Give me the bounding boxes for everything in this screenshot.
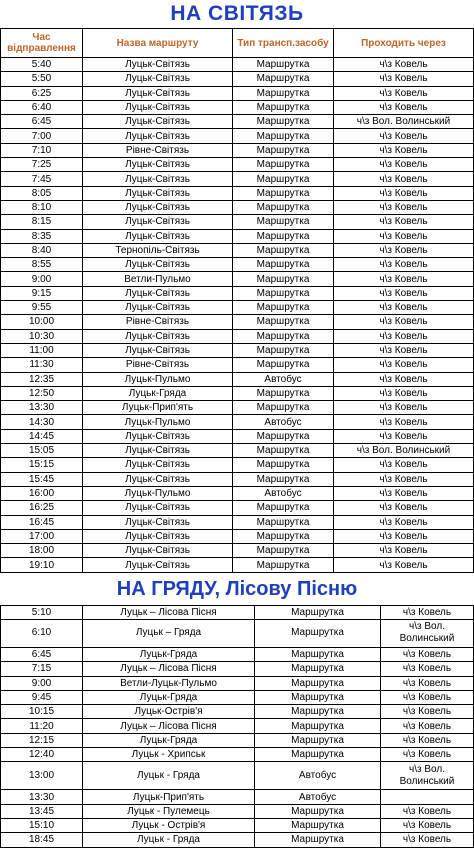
via-cell: ч\з Ковель: [334, 529, 474, 543]
route-cell: Луцьк-Пульмо: [83, 415, 233, 429]
vehicle-cell: Маршрутка: [233, 544, 334, 558]
time-cell: 15:15: [1, 458, 83, 472]
vehicle-cell: Маршрутка: [233, 386, 334, 400]
time-cell: 12:50: [1, 386, 83, 400]
route-cell: Луцьк - Гряда: [83, 833, 255, 847]
route-cell: Луцьк - Хрипськ: [83, 748, 255, 762]
table-row: [1, 458, 474, 472]
time-cell: 7:15: [1, 662, 83, 676]
time-cell: 11:00: [1, 343, 83, 357]
vehicle-cell: Маршрутка: [233, 100, 334, 114]
via-cell: ч\з Ковель: [334, 329, 474, 343]
vehicle-cell: Маршрутка: [233, 301, 334, 315]
via-cell: ч\з Ковель: [381, 833, 474, 847]
route-cell: Луцьк-Світязь: [83, 158, 233, 172]
table-row: [1, 762, 474, 790]
via-cell: ч\з Ковель: [334, 458, 474, 472]
time-cell: 9:00: [1, 676, 83, 690]
table-row: [1, 58, 474, 72]
vehicle-cell: Маршрутка: [233, 129, 334, 143]
time-cell: 16:00: [1, 486, 83, 500]
via-cell: ч\з Ковель: [381, 647, 474, 661]
via-cell: ч\з Ковель: [334, 286, 474, 300]
route-cell: Луцьк-Світязь: [83, 529, 233, 543]
table-header-row: [1, 29, 474, 58]
vehicle-cell: Автобус: [255, 790, 381, 804]
table-row: [1, 401, 474, 415]
via-cell: ч\з Ковель: [334, 415, 474, 429]
table-row: [1, 705, 474, 719]
via-cell: ч\з Ковель: [381, 719, 474, 733]
via-cell: ч\з Ковель: [334, 343, 474, 357]
table-row: [1, 733, 474, 747]
table-row: [1, 748, 474, 762]
vehicle-cell: Маршрутка: [233, 315, 334, 329]
table-row: [1, 200, 474, 214]
route-cell: Луцьк-Гряда: [83, 733, 255, 747]
time-cell: 6:45: [1, 115, 83, 129]
via-cell: ч\з Ковель: [334, 100, 474, 114]
vehicle-cell: Маршрутка: [255, 619, 381, 647]
table-row: [1, 804, 474, 818]
via-cell: ч\з Ковель: [334, 372, 474, 386]
time-cell: 19:10: [1, 558, 83, 572]
vehicle-cell: Маршрутка: [233, 501, 334, 515]
route-cell: Луцьк-Світязь: [83, 86, 233, 100]
table-row: [1, 415, 474, 429]
time-cell: 6:45: [1, 647, 83, 661]
via-cell: ч\з Ковель: [381, 733, 474, 747]
time-cell: 10:15: [1, 705, 83, 719]
time-cell: 8:40: [1, 243, 83, 257]
vehicle-cell: Маршрутка: [233, 329, 334, 343]
time-cell: 12:40: [1, 748, 83, 762]
via-cell: [381, 790, 474, 804]
table-row: [1, 529, 474, 543]
time-cell: 7:45: [1, 172, 83, 186]
via-cell: ч\з Ковель: [381, 662, 474, 676]
vehicle-cell: Маршрутка: [233, 86, 334, 100]
vehicle-cell: Маршрутка: [255, 662, 381, 676]
time-cell: 7:10: [1, 143, 83, 157]
route-cell: Ветли-Пульмо: [83, 272, 233, 286]
via-cell: ч\з Ковель: [334, 143, 474, 157]
table-row: [1, 662, 474, 676]
table-row: [1, 229, 474, 243]
hryada-schedule-table: [0, 605, 474, 848]
table-row: [1, 444, 474, 458]
time-cell: 13:30: [1, 790, 83, 804]
route-cell: Луцьк-Світязь: [83, 444, 233, 458]
vehicle-cell: Маршрутка: [255, 705, 381, 719]
vehicle-cell: Маршрутка: [233, 158, 334, 172]
table-row: [1, 172, 474, 186]
vehicle-cell: Маршрутка: [233, 472, 334, 486]
via-cell: ч\з Ковель: [334, 315, 474, 329]
table-row: [1, 286, 474, 300]
time-cell: 10:30: [1, 329, 83, 343]
table-row: [1, 690, 474, 704]
vehicle-cell: Маршрутка: [233, 401, 334, 415]
route-cell: Луцьк-Гряда: [83, 690, 255, 704]
time-cell: 5:40: [1, 58, 83, 72]
vehicle-cell: Автобус: [233, 415, 334, 429]
via-cell: ч\з Ковель: [381, 804, 474, 818]
route-cell: Рівне-Світязь: [83, 358, 233, 372]
route-cell: Луцьк - Гряда: [83, 762, 255, 790]
via-cell: ч\з Ковель: [334, 401, 474, 415]
vehicle-cell: Маршрутка: [255, 676, 381, 690]
time-cell: 14:45: [1, 429, 83, 443]
section-title-svityaz: НА СВІТЯЗЬ: [170, 2, 304, 25]
route-cell: Луцьк-Пульмо: [83, 372, 233, 386]
vehicle-cell: Маршрутка: [255, 605, 381, 619]
table-row: [1, 72, 474, 86]
via-cell: ч\з Ковель: [334, 258, 474, 272]
time-cell: 15:45: [1, 472, 83, 486]
header-route-name: Назва маршруту: [83, 29, 233, 58]
time-cell: 8:05: [1, 186, 83, 200]
route-cell: Луцьк-Світязь: [83, 286, 233, 300]
route-cell: Луцьк-Світязь: [83, 329, 233, 343]
table-row: [1, 301, 474, 315]
svityaz-schedule-table: [0, 28, 474, 573]
vehicle-cell: Маршрутка: [233, 143, 334, 157]
route-cell: Луцьк-Прип'ять: [83, 401, 233, 415]
time-cell: 8:55: [1, 258, 83, 272]
route-cell: Рівне-Світязь: [83, 315, 233, 329]
time-cell: 5:10: [1, 605, 83, 619]
vehicle-cell: Маршрутка: [233, 515, 334, 529]
route-cell: Луцьк-Світязь: [83, 343, 233, 357]
table-row: [1, 329, 474, 343]
table-row: [1, 158, 474, 172]
table-row: [1, 343, 474, 357]
via-cell: ч\з Ковель: [334, 158, 474, 172]
table-row: [1, 515, 474, 529]
route-cell: Луцьк-Світязь: [83, 58, 233, 72]
vehicle-cell: Маршрутка: [255, 748, 381, 762]
time-cell: 8:35: [1, 229, 83, 243]
via-cell: ч\з Ковель: [381, 748, 474, 762]
time-cell: 6:40: [1, 100, 83, 114]
table-row: [1, 186, 474, 200]
header-vehicle-type: Тип трансп.засобу: [233, 29, 334, 58]
route-cell: Луцьк – Лісова Пісня: [83, 662, 255, 676]
time-cell: 14:30: [1, 415, 83, 429]
via-cell: ч\з Ковель: [334, 358, 474, 372]
table-row: [1, 272, 474, 286]
vehicle-cell: Маршрутка: [233, 215, 334, 229]
route-cell: Луцьк-Світязь: [83, 544, 233, 558]
route-cell: Луцьк – Лісова Пісня: [83, 719, 255, 733]
route-cell: Луцьк-Світязь: [83, 129, 233, 143]
vehicle-cell: Маршрутка: [255, 804, 381, 818]
route-cell: Луцьк-Прип'ять: [83, 790, 255, 804]
time-cell: 9:45: [1, 690, 83, 704]
route-cell: Луцьк-Світязь: [83, 472, 233, 486]
time-cell: 11:30: [1, 358, 83, 372]
time-cell: 18:45: [1, 833, 83, 847]
via-cell: ч\з Ковель: [334, 186, 474, 200]
time-cell: 7:25: [1, 158, 83, 172]
table-row: [1, 372, 474, 386]
table-row: [1, 790, 474, 804]
route-cell: Луцьк-Світязь: [83, 172, 233, 186]
table-row: [1, 315, 474, 329]
vehicle-cell: Маршрутка: [233, 258, 334, 272]
table-row: [1, 647, 474, 661]
time-cell: 15:05: [1, 444, 83, 458]
table-row: [1, 143, 474, 157]
route-cell: Луцьк-Світязь: [83, 501, 233, 515]
route-cell: Луцьк-Світязь: [83, 100, 233, 114]
table-row: [1, 472, 474, 486]
vehicle-cell: Маршрутка: [233, 444, 334, 458]
vehicle-cell: Маршрутка: [233, 172, 334, 186]
table-row: [1, 719, 474, 733]
time-cell: 8:10: [1, 200, 83, 214]
header-via: Проходить через: [334, 29, 474, 58]
time-cell: 17:00: [1, 529, 83, 543]
via-cell: ч\з Вол. Волинський: [334, 115, 474, 129]
time-cell: 10:00: [1, 315, 83, 329]
via-cell: ч\з Ковель: [334, 72, 474, 86]
time-cell: 16:45: [1, 515, 83, 529]
time-cell: 13:45: [1, 804, 83, 818]
vehicle-cell: Маршрутка: [233, 229, 334, 243]
via-cell: ч\з Ковель: [334, 200, 474, 214]
via-cell: ч\з Ковель: [381, 705, 474, 719]
route-cell: Луцьк-Світязь: [83, 429, 233, 443]
section-title-hryada: НА ГРЯДУ, Лісову Пісню: [116, 577, 358, 600]
table-row: [1, 429, 474, 443]
via-cell: ч\з Ковель: [334, 172, 474, 186]
table-row: [1, 558, 474, 572]
table-row: [1, 818, 474, 832]
route-cell: Луцьк-Світязь: [83, 115, 233, 129]
via-cell: ч\з Вол. Волинський: [381, 619, 474, 647]
time-cell: 6:25: [1, 86, 83, 100]
vehicle-cell: Автобус: [233, 372, 334, 386]
vehicle-cell: Маршрутка: [233, 558, 334, 572]
route-cell: Луцьк-Світязь: [83, 72, 233, 86]
route-cell: Луцьк-Гряда: [83, 647, 255, 661]
route-cell: Луцьк-Острів'я: [83, 705, 255, 719]
table-row: [1, 358, 474, 372]
via-cell: ч\з Ковель: [381, 676, 474, 690]
table-row: [1, 486, 474, 500]
time-cell: 7:00: [1, 129, 83, 143]
table-row: [1, 619, 474, 647]
table-row: [1, 115, 474, 129]
vehicle-cell: Автобус: [233, 486, 334, 500]
vehicle-cell: Маршрутка: [255, 690, 381, 704]
route-cell: Рівне-Світязь: [83, 143, 233, 157]
route-cell: Луцьк – Гряда: [83, 619, 255, 647]
time-cell: 5:50: [1, 72, 83, 86]
vehicle-cell: Маршрутка: [233, 358, 334, 372]
time-cell: 6:10: [1, 619, 83, 647]
via-cell: ч\з Ковель: [334, 301, 474, 315]
vehicle-cell: Маршрутка: [233, 58, 334, 72]
route-cell: Луцьк - Острів'я: [83, 818, 255, 832]
time-cell: 12:35: [1, 372, 83, 386]
vehicle-cell: Маршрутка: [255, 818, 381, 832]
route-cell: Луцьк-Світязь: [83, 215, 233, 229]
via-cell: ч\з Ковель: [334, 58, 474, 72]
table-row: [1, 833, 474, 847]
vehicle-cell: Маршрутка: [233, 243, 334, 257]
via-cell: ч\з Ковель: [334, 215, 474, 229]
time-cell: 18:00: [1, 544, 83, 558]
vehicle-cell: Маршрутка: [233, 458, 334, 472]
via-cell: ч\з Ковель: [334, 501, 474, 515]
route-cell: Луцьк-Світязь: [83, 301, 233, 315]
route-cell: Луцьк-Світязь: [83, 229, 233, 243]
route-cell: Луцьк – Лісова Пісня: [83, 605, 255, 619]
table-row: [1, 386, 474, 400]
vehicle-cell: Маршрутка: [233, 115, 334, 129]
vehicle-cell: Маршрутка: [255, 719, 381, 733]
via-cell: ч\з Ковель: [334, 429, 474, 443]
time-cell: 11:20: [1, 719, 83, 733]
table-row: [1, 258, 474, 272]
vehicle-cell: Маршрутка: [233, 200, 334, 214]
time-cell: 9:00: [1, 272, 83, 286]
time-cell: 16:25: [1, 501, 83, 515]
route-cell: Тернопіль-Світязь: [83, 243, 233, 257]
route-cell: Луцьк-Світязь: [83, 558, 233, 572]
via-cell: ч\з Ковель: [334, 515, 474, 529]
table-row: [1, 544, 474, 558]
table-row: [1, 676, 474, 690]
route-cell: Луцьк-Світязь: [83, 200, 233, 214]
table-row: [1, 86, 474, 100]
via-cell: ч\з Ковель: [334, 86, 474, 100]
route-cell: Ветли-Луцьк-Пульмо: [83, 676, 255, 690]
header-departure-time: Час відправлення: [1, 29, 83, 58]
table-row: [1, 605, 474, 619]
time-cell: 12:15: [1, 733, 83, 747]
table-row: [1, 129, 474, 143]
time-cell: 13:30: [1, 401, 83, 415]
time-cell: 15:10: [1, 818, 83, 832]
vehicle-cell: Маршрутка: [233, 72, 334, 86]
time-cell: 8:15: [1, 215, 83, 229]
route-cell: Луцьк-Світязь: [83, 186, 233, 200]
via-cell: ч\з Ковель: [334, 486, 474, 500]
vehicle-cell: Маршрутка: [233, 343, 334, 357]
route-cell: Луцьк - Пулемець: [83, 804, 255, 818]
table-row: [1, 243, 474, 257]
via-cell: ч\з Ковель: [334, 243, 474, 257]
vehicle-cell: Автобус: [255, 762, 381, 790]
vehicle-cell: Маршрутка: [233, 429, 334, 443]
vehicle-cell: Маршрутка: [233, 186, 334, 200]
table-row: [1, 100, 474, 114]
via-cell: ч\з Ковель: [334, 472, 474, 486]
route-cell: Луцьк-Світязь: [83, 515, 233, 529]
table-row: [1, 215, 474, 229]
vehicle-cell: Маршрутка: [233, 286, 334, 300]
route-cell: Луцьк-Світязь: [83, 458, 233, 472]
time-cell: 9:15: [1, 286, 83, 300]
via-cell: ч\з Ковель: [334, 272, 474, 286]
vehicle-cell: Маршрутка: [255, 733, 381, 747]
via-cell: ч\з Ковель: [334, 229, 474, 243]
via-cell: ч\з Ковель: [381, 818, 474, 832]
via-cell: ч\з Вол. Волинський: [334, 444, 474, 458]
vehicle-cell: Маршрутка: [233, 529, 334, 543]
via-cell: ч\з Ковель: [381, 690, 474, 704]
via-cell: ч\з Вол. Волинський: [381, 762, 474, 790]
time-cell: 9:55: [1, 301, 83, 315]
time-cell: 13:00: [1, 762, 83, 790]
vehicle-cell: Маршрутка: [255, 647, 381, 661]
route-cell: Луцьк-Світязь: [83, 258, 233, 272]
route-cell: Луцьк-Пульмо: [83, 486, 233, 500]
route-cell: Луцьк-Гряда: [83, 386, 233, 400]
vehicle-cell: Маршрутка: [233, 272, 334, 286]
via-cell: ч\з Ковель: [334, 544, 474, 558]
via-cell: ч\з Ковель: [381, 605, 474, 619]
via-cell: ч\з Ковель: [334, 386, 474, 400]
table-row: [1, 501, 474, 515]
via-cell: ч\з Ковель: [334, 129, 474, 143]
vehicle-cell: Маршрутка: [255, 833, 381, 847]
via-cell: ч\з Ковель: [334, 558, 474, 572]
